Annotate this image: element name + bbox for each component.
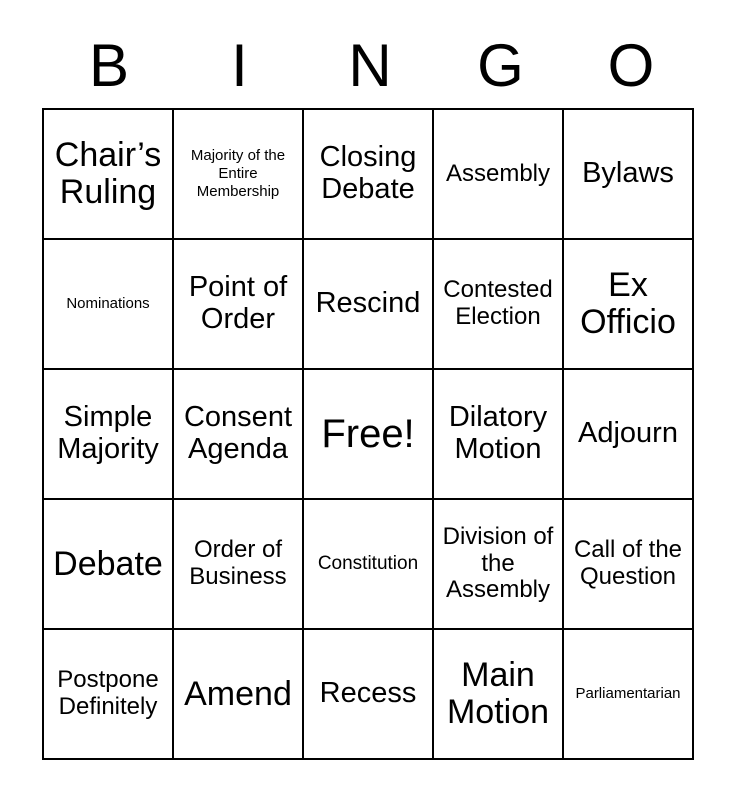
bingo-cell[interactable] <box>564 500 694 630</box>
bingo-cell-label: Ex Officio <box>580 266 676 341</box>
bingo-cell-free[interactable] <box>304 370 434 500</box>
bingo-cell[interactable] <box>564 630 694 760</box>
bingo-cell-label: Point of Order <box>188 271 288 335</box>
bingo-cell[interactable] <box>44 240 174 370</box>
bingo-cell[interactable] <box>174 240 304 370</box>
bingo-cell-label: Debate <box>53 544 163 583</box>
bingo-cell-label: Amend <box>184 674 292 713</box>
bingo-cell-label: Rescind <box>315 287 421 320</box>
bingo-cell[interactable] <box>304 110 434 240</box>
bingo-cell-label: Bylaws <box>582 157 674 190</box>
bingo-cell[interactable] <box>44 370 174 500</box>
bingo-cell[interactable] <box>564 370 694 500</box>
bingo-cell[interactable] <box>434 630 564 760</box>
bingo-cell-label: Order of Business <box>189 536 287 590</box>
bingo-cell[interactable] <box>434 110 564 240</box>
bingo-cell-label: Dilatory Motion <box>448 401 548 465</box>
bingo-cell[interactable] <box>434 500 564 630</box>
bingo-cell-label: Nominations <box>66 295 150 312</box>
header-letter-i: I <box>231 32 248 99</box>
bingo-cell[interactable] <box>174 370 304 500</box>
bingo-cell-label: Assembly <box>445 159 551 187</box>
bingo-cell-label: Consent Agenda <box>183 401 292 465</box>
bingo-cell-label: Parliamentarian <box>575 685 681 702</box>
bingo-cell[interactable] <box>44 630 174 760</box>
bingo-cell-label: Postpone Definitely <box>57 666 159 720</box>
header-letter-n: N <box>348 32 392 99</box>
bingo-cell[interactable] <box>304 240 434 370</box>
bingo-cell-label: Chair’s Ruling <box>54 136 162 211</box>
bingo-cell-label: Recess <box>319 677 417 710</box>
bingo-cell-label: Majority of the Entire Membership <box>190 147 286 200</box>
bingo-cell[interactable] <box>174 500 304 630</box>
bingo-cell-label: Division of the Assembly <box>442 522 554 604</box>
bingo-cell-label: Free! <box>321 412 415 456</box>
bingo-cell-label: Contested Election <box>443 276 553 330</box>
bingo-header <box>44 26 696 98</box>
bingo-cell-label: Main Motion <box>446 656 550 731</box>
bingo-cell-label: Adjourn <box>578 417 678 450</box>
bingo-grid <box>42 108 694 760</box>
bingo-cell[interactable] <box>434 240 564 370</box>
header-letter-b: B <box>88 32 130 99</box>
bingo-cell[interactable] <box>44 500 174 630</box>
bingo-cell-label: Call of the Question <box>573 536 683 590</box>
bingo-cell-label: Simple Majority <box>57 401 159 465</box>
bingo-cell[interactable] <box>174 110 304 240</box>
bingo-cell[interactable] <box>564 240 694 370</box>
bingo-cell-label: Closing Debate <box>319 141 417 205</box>
bingo-cell[interactable] <box>304 500 434 630</box>
bingo-cell-label: Constitution <box>317 552 419 574</box>
bingo-cell[interactable] <box>174 630 304 760</box>
header-letter-o: O <box>607 32 655 99</box>
bingo-cell[interactable] <box>434 370 564 500</box>
header-letter-g: G <box>477 32 524 99</box>
bingo-cell[interactable] <box>44 110 174 240</box>
bingo-cell[interactable] <box>304 630 434 760</box>
bingo-cell[interactable] <box>564 110 694 240</box>
